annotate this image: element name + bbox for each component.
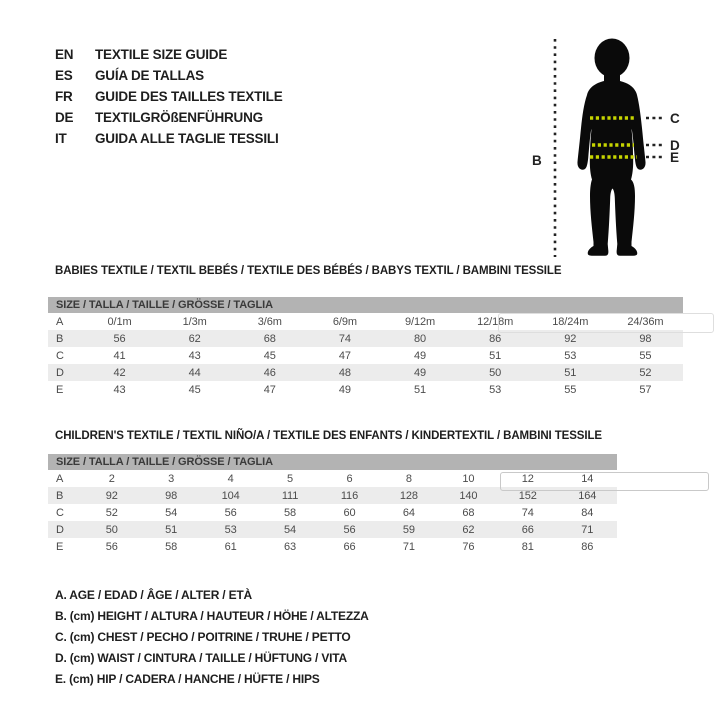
table-cell: 4 xyxy=(227,472,234,485)
table-cell: 84 xyxy=(581,506,594,519)
table-cell: 164 xyxy=(578,489,597,502)
table-cell: 51 xyxy=(489,349,502,362)
table-cell: 152 xyxy=(518,489,537,502)
language-row xyxy=(55,86,283,107)
legend-line: A. AGE / EDAD / ÂGE / ALTER / ETÀ xyxy=(55,587,252,602)
row-label: B xyxy=(56,489,64,502)
legend-line: D. (cm) WAIST / CINTURA / TAILLE / HÜFTUNG / VITA xyxy=(55,650,347,665)
table-cell: 45 xyxy=(188,383,201,396)
table-cell: 63 xyxy=(284,540,297,553)
table-cell: 60 xyxy=(343,506,356,519)
table-cell: 61 xyxy=(224,540,237,553)
table-cell: 8 xyxy=(405,472,412,485)
language-code: FR xyxy=(55,89,73,104)
table-cell: 1/3m xyxy=(182,315,207,328)
children-section-title: CHILDREN'S TEXTILE / TEXTIL NIÑO/A / TEXTILE DES ENFANTS / KINDERTEXTIL / BAMBINI TESSILE xyxy=(55,430,602,442)
height-label: B xyxy=(532,153,542,168)
table-cell: 47 xyxy=(263,383,276,396)
table-cell: 3 xyxy=(168,472,175,485)
row-label: C xyxy=(56,506,64,519)
table-cell: 50 xyxy=(489,366,502,379)
hip-label: E xyxy=(670,150,680,165)
table-cell: 53 xyxy=(489,383,502,396)
table-cell: 53 xyxy=(564,349,577,362)
table-cell: 98 xyxy=(165,489,178,502)
table-cell: 76 xyxy=(462,540,475,553)
table-cell: 50 xyxy=(105,523,118,536)
babies-table-overlay-box xyxy=(498,313,714,333)
chest-label: C xyxy=(670,111,680,126)
table-cell: 45 xyxy=(263,349,276,362)
table-cell: 86 xyxy=(489,332,502,345)
table-cell: 98 xyxy=(639,332,652,345)
table-cell: 12/18m xyxy=(477,315,514,328)
table-cell: 56 xyxy=(343,523,356,536)
row-label: D xyxy=(56,523,64,536)
legend-line: B. (cm) HEIGHT / ALTURA / HAUTEUR / HÖHE / ALTEZZA xyxy=(55,608,369,623)
table-cell: 80 xyxy=(414,332,427,345)
row-label: B xyxy=(56,332,64,345)
table-cell: 86 xyxy=(581,540,594,553)
table-cell: 5 xyxy=(287,472,294,485)
language-title: GUIDE DES TAILLES TEXTILE xyxy=(95,89,283,104)
table-cell: 92 xyxy=(105,489,118,502)
babies-size-header: SIZE / TALLA / TAILLE / GRÖSSE / TAGLIA xyxy=(48,297,683,313)
table-cell: 62 xyxy=(188,332,201,345)
table-cell: 46 xyxy=(263,366,276,379)
language-title: TEXTILE SIZE GUIDE xyxy=(95,47,228,62)
table-cell: 49 xyxy=(338,383,351,396)
table-cell: 2 xyxy=(108,472,115,485)
table-cell: 66 xyxy=(521,523,534,536)
children-table-overlay-box xyxy=(500,472,709,491)
language-list xyxy=(55,44,283,149)
table-cell: 44 xyxy=(188,366,201,379)
table-cell: 3/6m xyxy=(257,315,282,328)
table-cell: 62 xyxy=(462,523,475,536)
table-cell: 49 xyxy=(414,366,427,379)
table-cell: 0/1m xyxy=(107,315,132,328)
language-row xyxy=(55,128,283,149)
table-cell: 104 xyxy=(221,489,240,502)
table-row xyxy=(48,521,617,538)
table-cell: 58 xyxy=(284,506,297,519)
table-cell: 51 xyxy=(165,523,178,536)
language-row xyxy=(55,65,283,86)
table-row xyxy=(48,347,683,364)
child-measurement-figure xyxy=(525,25,700,265)
table-cell: 128 xyxy=(399,489,418,502)
language-code: IT xyxy=(55,131,67,146)
table-cell: 64 xyxy=(402,506,415,519)
table-cell: 54 xyxy=(284,523,297,536)
legend-line: E. (cm) HIP / CADERA / HANCHE / HÜFTE / HIPS xyxy=(55,671,320,686)
table-cell: 140 xyxy=(459,489,478,502)
table-cell: 55 xyxy=(564,383,577,396)
table-cell: 111 xyxy=(281,489,299,502)
language-title: GUÍA DE TALLAS xyxy=(95,68,204,83)
table-cell: 56 xyxy=(113,332,126,345)
language-code: DE xyxy=(55,110,74,125)
table-cell: 68 xyxy=(462,506,475,519)
table-cell: 18/24m xyxy=(552,315,589,328)
table-cell: 42 xyxy=(113,366,126,379)
table-cell: 56 xyxy=(224,506,237,519)
table-cell: 49 xyxy=(414,349,427,362)
table-cell: 74 xyxy=(521,506,534,519)
children-table xyxy=(48,454,617,555)
table-cell: 6 xyxy=(346,472,353,485)
table-cell: 68 xyxy=(263,332,276,345)
table-row xyxy=(48,504,617,521)
table-cell: 43 xyxy=(188,349,201,362)
table-cell: 41 xyxy=(113,349,126,362)
row-label: A xyxy=(56,472,64,485)
legend-line: C. (cm) CHEST / PECHO / POITRINE / TRUHE / PETTO xyxy=(55,629,351,644)
table-cell: 6/9m xyxy=(332,315,357,328)
table-cell: 12 xyxy=(521,472,534,485)
table-cell: 14 xyxy=(581,472,594,485)
table-cell: 81 xyxy=(521,540,534,553)
row-label: E xyxy=(56,540,64,553)
language-title: TEXTILGRÖßENFÜHRUNG xyxy=(95,110,263,125)
language-code: ES xyxy=(55,68,73,83)
table-cell: 48 xyxy=(338,366,351,379)
table-row xyxy=(48,538,617,555)
table-cell: 56 xyxy=(105,540,118,553)
table-cell: 54 xyxy=(165,506,178,519)
language-row xyxy=(55,107,283,128)
table-cell: 116 xyxy=(340,489,359,502)
row-label: D xyxy=(56,366,64,379)
table-cell: 71 xyxy=(402,540,415,553)
table-cell: 9/12m xyxy=(405,315,436,328)
row-label: C xyxy=(56,349,64,362)
table-row xyxy=(48,381,683,398)
language-title: GUIDA ALLE TAGLIE TESSILI xyxy=(95,131,279,146)
table-cell: 51 xyxy=(414,383,427,396)
table-cell: 59 xyxy=(402,523,415,536)
table-cell: 24/36m xyxy=(627,315,664,328)
row-label: E xyxy=(56,383,64,396)
language-code: EN xyxy=(55,47,74,62)
table-cell: 92 xyxy=(564,332,577,345)
table-cell: 52 xyxy=(105,506,118,519)
table-row xyxy=(48,364,683,381)
table-cell: 55 xyxy=(639,349,652,362)
table-cell: 10 xyxy=(462,472,475,485)
measure-legend xyxy=(55,584,369,689)
babies-section-title: BABIES TEXTILE / TEXTIL BEBÉS / TEXTILE DES BÉBÉS / BABYS TEXTIL / BAMBINI TESSILE xyxy=(55,265,562,277)
waist-label: D xyxy=(670,138,680,153)
language-row xyxy=(55,44,283,65)
table-cell: 57 xyxy=(639,383,652,396)
table-cell: 47 xyxy=(338,349,351,362)
table-cell: 43 xyxy=(113,383,126,396)
table-cell: 74 xyxy=(338,332,351,345)
child-silhouette-icon xyxy=(577,39,645,256)
table-cell: 53 xyxy=(224,523,237,536)
table-cell: 58 xyxy=(165,540,178,553)
table-cell: 71 xyxy=(581,523,594,536)
children-size-header: SIZE / TALLA / TAILLE / GRÖSSE / TAGLIA xyxy=(48,454,617,470)
table-cell: 52 xyxy=(639,366,652,379)
table-cell: 66 xyxy=(343,540,356,553)
table-cell: 51 xyxy=(564,366,577,379)
row-label: A xyxy=(56,315,64,328)
